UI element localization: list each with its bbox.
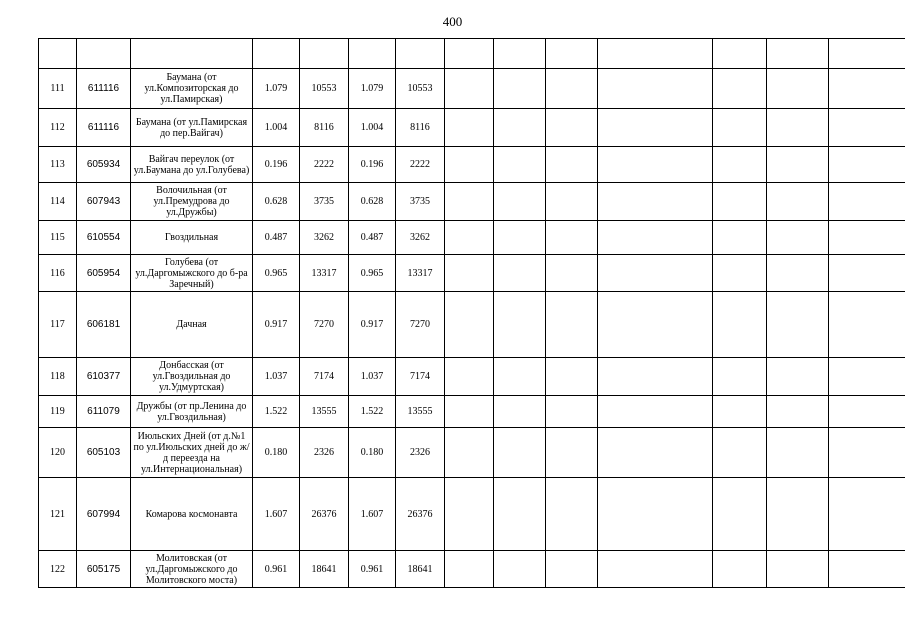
header-row	[39, 39, 905, 69]
road-name: Голубева (от ул.Даргомыжского до б-ра Заречный)	[131, 255, 253, 292]
area-value-2: 2326	[396, 428, 445, 478]
road-name: Дачная	[131, 292, 253, 358]
area-value-2: 26376	[396, 478, 445, 551]
area-value: 13317	[300, 255, 349, 292]
length-value: 0.196	[253, 147, 300, 183]
road-name: Донбасская (от ул.Гвоздильная до ул.Удмуртская)	[131, 358, 253, 396]
row-number: 112	[39, 109, 77, 147]
row-number: 120	[39, 428, 77, 478]
road-name: Вайгач переулок (от ул.Баумана до ул.Голубева)	[131, 147, 253, 183]
table-row	[39, 183, 905, 221]
area-value: 3735	[300, 183, 349, 221]
length-value-2: 1.522	[349, 396, 396, 428]
road-name: Молитовская (от ул.Даргомыжского до Молитовского моста)	[131, 551, 253, 588]
area-value-2: 8116	[396, 109, 445, 147]
length-value: 1.037	[253, 358, 300, 396]
area-value: 8116	[300, 109, 349, 147]
length-value-2: 1.607	[349, 478, 396, 551]
length-value-2: 0.196	[349, 147, 396, 183]
length-value: 0.917	[253, 292, 300, 358]
length-value: 0.628	[253, 183, 300, 221]
length-value: 0.180	[253, 428, 300, 478]
road-code: 611116	[77, 69, 131, 109]
row-number: 114	[39, 183, 77, 221]
road-code: 610554	[77, 221, 131, 255]
table-row	[39, 69, 905, 109]
row-number: 115	[39, 221, 77, 255]
length-value: 1.607	[253, 478, 300, 551]
table-row	[39, 147, 905, 183]
table-row	[39, 478, 905, 551]
table-row	[39, 358, 905, 396]
length-value-2: 0.487	[349, 221, 396, 255]
length-value-2: 1.004	[349, 109, 396, 147]
area-value: 7174	[300, 358, 349, 396]
road-name: Дружбы (от пр.Ленина до ул.Гвоздильная)	[131, 396, 253, 428]
area-value-2: 3262	[396, 221, 445, 255]
road-name: Июльских Дней (от д.№1 по ул.Июльских дней до ж/д переезда на ул.Интернациональная)	[131, 428, 253, 478]
road-code: 610377	[77, 358, 131, 396]
area-value-2: 10553	[396, 69, 445, 109]
area-value: 7270	[300, 292, 349, 358]
road-code: 605103	[77, 428, 131, 478]
road-name: Комарова космонавта	[131, 478, 253, 551]
page-number: 400	[442, 14, 463, 29]
length-value-2: 0.180	[349, 428, 396, 478]
table-row	[39, 551, 905, 588]
length-value-2: 0.628	[349, 183, 396, 221]
length-value-2: 1.037	[349, 358, 396, 396]
road-code: 607994	[77, 478, 131, 551]
length-value-2: 0.965	[349, 255, 396, 292]
length-value-2: 0.961	[349, 551, 396, 588]
area-value-2: 7270	[396, 292, 445, 358]
area-value: 3262	[300, 221, 349, 255]
road-name: Баумана (от ул.Композиторская до ул.Памирская)	[131, 69, 253, 109]
road-name: Волочильная (от ул.Премудрова до ул.Дружбы)	[131, 183, 253, 221]
road-name: Баумана (от ул.Памирская до пер.Вайгач)	[131, 109, 253, 147]
area-value-2: 2222	[396, 147, 445, 183]
road-code: 611116	[77, 109, 131, 147]
table-row	[39, 396, 905, 428]
road-code: 611079	[77, 396, 131, 428]
table-row	[39, 428, 905, 478]
road-table	[38, 38, 905, 588]
area-value: 13555	[300, 396, 349, 428]
length-value: 0.487	[253, 221, 300, 255]
area-value: 18641	[300, 551, 349, 588]
area-value: 2222	[300, 147, 349, 183]
area-value-2: 7174	[396, 358, 445, 396]
area-value: 26376	[300, 478, 349, 551]
length-value: 1.004	[253, 109, 300, 147]
row-number: 122	[39, 551, 77, 588]
road-code: 607943	[77, 183, 131, 221]
row-number: 111	[39, 69, 77, 109]
length-value: 1.079	[253, 69, 300, 109]
area-value-2: 3735	[396, 183, 445, 221]
table-row	[39, 255, 905, 292]
road-code: 605934	[77, 147, 131, 183]
table-row	[39, 109, 905, 147]
row-number: 121	[39, 478, 77, 551]
area-value-2: 13317	[396, 255, 445, 292]
row-number: 119	[39, 396, 77, 428]
area-value-2: 18641	[396, 551, 445, 588]
area-value: 10553	[300, 69, 349, 109]
road-name: Гвоздильная	[131, 221, 253, 255]
road-code: 606181	[77, 292, 131, 358]
length-value: 0.965	[253, 255, 300, 292]
length-value: 0.961	[253, 551, 300, 588]
area-value-2: 13555	[396, 396, 445, 428]
row-number: 118	[39, 358, 77, 396]
row-number: 113	[39, 147, 77, 183]
row-number: 116	[39, 255, 77, 292]
area-value: 2326	[300, 428, 349, 478]
table-row	[39, 221, 905, 255]
table-row	[39, 292, 905, 358]
road-code: 605954	[77, 255, 131, 292]
length-value: 1.522	[253, 396, 300, 428]
road-code: 605175	[77, 551, 131, 588]
length-value-2: 1.079	[349, 69, 396, 109]
length-value-2: 0.917	[349, 292, 396, 358]
row-number: 117	[39, 292, 77, 358]
